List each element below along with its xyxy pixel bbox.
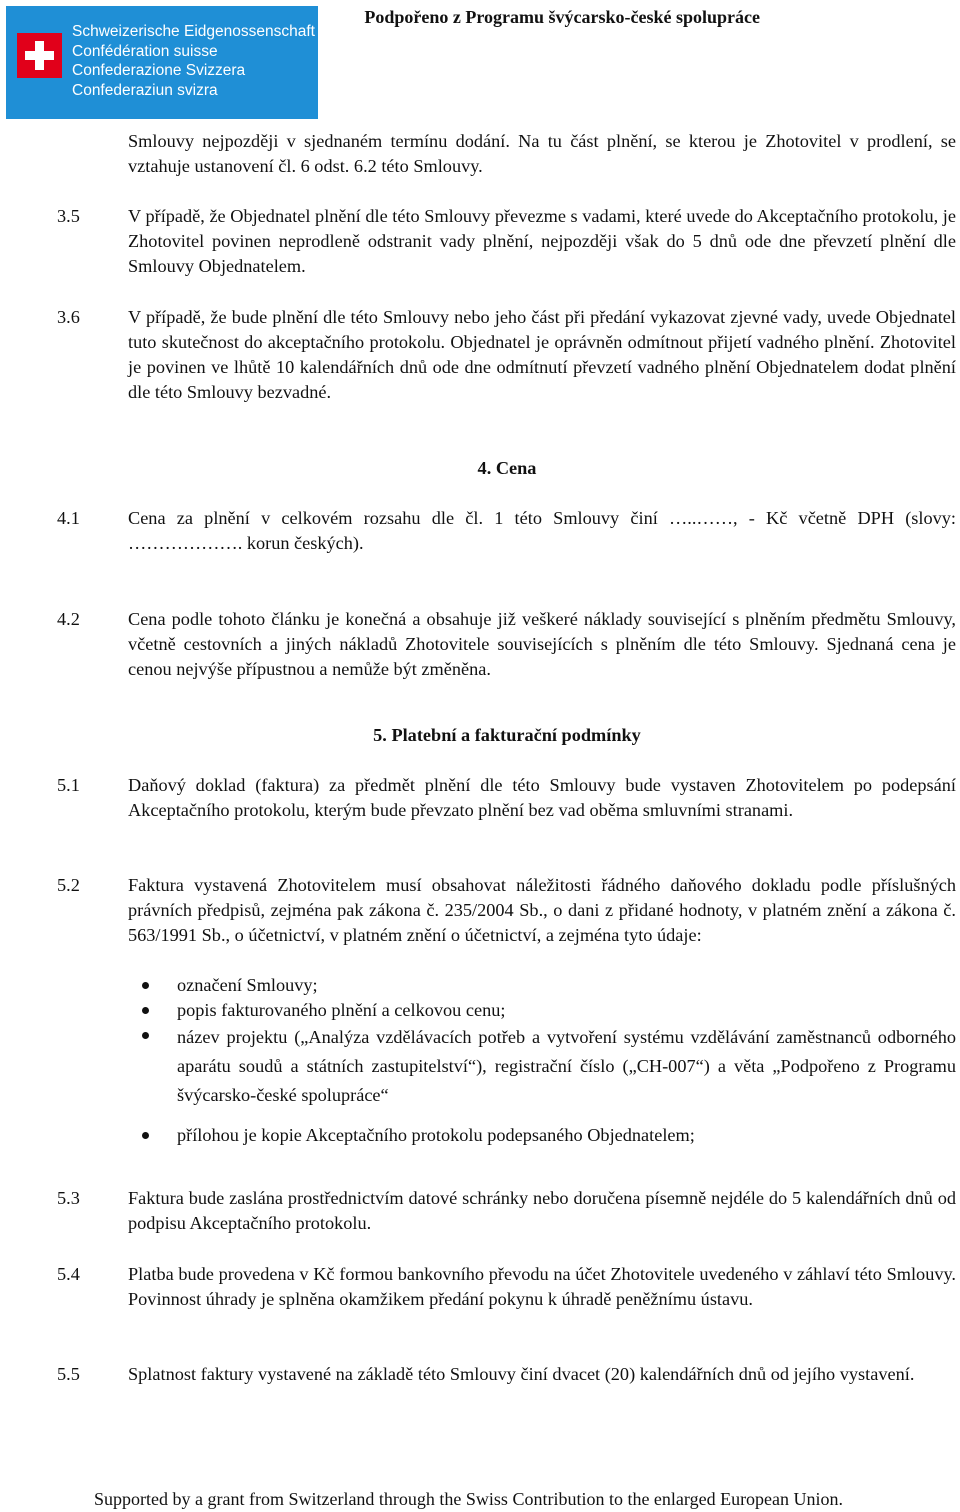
clause-number: 4.2 <box>57 609 80 629</box>
invoice-requirements-list <box>128 973 956 1148</box>
clause-3-6-text: V případě, že bude plnění dle této Smlouvy nebo jeho část při předání vykazovat zjevné vady, uvede Objednatel tuto skutečnost do akceptačního protokolu. Objednatel je oprávněn odmítnout přijetí vadného plnění. Zhotovitel je povinen ve lhůtě 10 kalendářních dnů ode dne odmítnutí převzetí vadného plnění Objednatelem dodat plnění dle této Smlouvy bezvadné. <box>128 307 956 402</box>
intro-paragraph: Smlouvy nejpozději v sjednaném termínu dodání. Na tu část plnění, se kterou je Zhotovitel v prodlení, se vztahuje ustanovení čl. 6 odst. 6.2 této Smlouvy. <box>128 131 956 176</box>
clause-5-2-text: Faktura vystavená Zhotovitelem musí obsahovat náležitosti řádného daňového dokladu podle příslušných právních předpisů, zejména pak zákona č. 235/2004 Sb., o dani z přidané hodnoty, v platném znění a zákona č. 563/1991 Sb., o účetnictví, v platném znění o účetnictví, a zejména tyto údaje: <box>128 875 956 945</box>
logo-text: Schweizerische Eidgenossenschaft Confédération suisse Confederazione Svizzera Confederaziun svizra <box>72 23 315 99</box>
clause-number: 5.1 <box>57 775 80 795</box>
swiss-confederation-logo <box>6 6 318 119</box>
clause-number: 5.4 <box>57 1264 80 1284</box>
list-item: označení Smlouvy; <box>128 973 956 998</box>
clause-4-2-text: Cena podle tohoto článku je konečná a obsahuje již veškeré náklady související s plněním předmětu Smlouvy, včetně cestovních a jiných nákladů Zhotovitele souvisejících s plněním dle této Smlouvy. Sjednaná cena je cenou nejvýše přípustnou a nemůže být změněna. <box>128 609 956 679</box>
header-note: Podpořeno z Programu švýcarsko-české spolupráce <box>364 7 760 27</box>
section-heading-4: 4. Cena <box>477 458 537 478</box>
clause-number: 3.6 <box>57 307 80 327</box>
clause-number: 4.1 <box>57 508 80 528</box>
clause-number: 5.3 <box>57 1188 80 1208</box>
clause-5-5-text: Splatnost faktury vystavené na základě této Smlouvy činí dvacet (20) kalendářních dnů od jejího vystavení. <box>128 1364 915 1384</box>
clause-number: 5.2 <box>57 875 80 895</box>
clause-number: 5.5 <box>57 1364 80 1384</box>
clause-4-1-text: Cena za plnění v celkovém rozsahu dle čl. 1 této Smlouvy činí …..……, - Kč včetně DPH (slovy: ………………. korun českých). <box>128 508 956 553</box>
list-item: přílohou je kopie Akceptačního protokolu podepsaného Objednatelem; <box>128 1123 956 1148</box>
clause-5-1-text: Daňový doklad (faktura) za předmět plnění dle této Smlouvy bude vystaven Zhotovitelem po podepsání Akceptačního protokolu, kterým bude převzato plnění bez vad oběma smluvními stranami. <box>128 775 956 820</box>
list-item: popis fakturovaného plnění a celkovou cenu; <box>128 998 956 1023</box>
footer-note: Supported by a grant from Switzerland through the Swiss Contribution to the enlarged European Union. <box>94 1489 844 1509</box>
swiss-flag-icon <box>17 33 62 78</box>
clause-number: 3.5 <box>57 206 80 226</box>
clause-5-4-text: Platba bude provedena v Kč formou bankovního převodu na účet Zhotovitele uvedeného v záhlaví této Smlouvy. Povinnost úhrady je splněna okamžikem předání pokynu k úhradě peněžnímu ústavu. <box>128 1264 956 1309</box>
list-item: název projektu („Analýza vzdělávacích potřeb a vytvoření systému vzdělávání zaměstnanců odborného aparátu soudů a státních zastupitelství“), registrační číslo („CH-007“) a věta „Podpořeno z Programu švýcarsko-české spolupráce“ <box>128 1023 956 1110</box>
clause-5-3-text: Faktura bude zaslána prostřednictvím datové schránky nebo doručena písemně nejdéle do 5 kalendářních dnů od podpisu Akceptačního protokolu. <box>128 1188 956 1233</box>
clause-3-5-text: V případě, že Objednatel plnění dle této Smlouvy převezme s vadami, které uvede do Akceptačního protokolu, je Zhotovitel povinen neprodleně odstranit vady plnění, nejpozději však do 5 dnů ode dne převzetí plnění dle Smlouvy Objednatelem. <box>128 206 956 276</box>
section-heading-5: 5. Platební a fakturační podmínky <box>373 725 641 745</box>
